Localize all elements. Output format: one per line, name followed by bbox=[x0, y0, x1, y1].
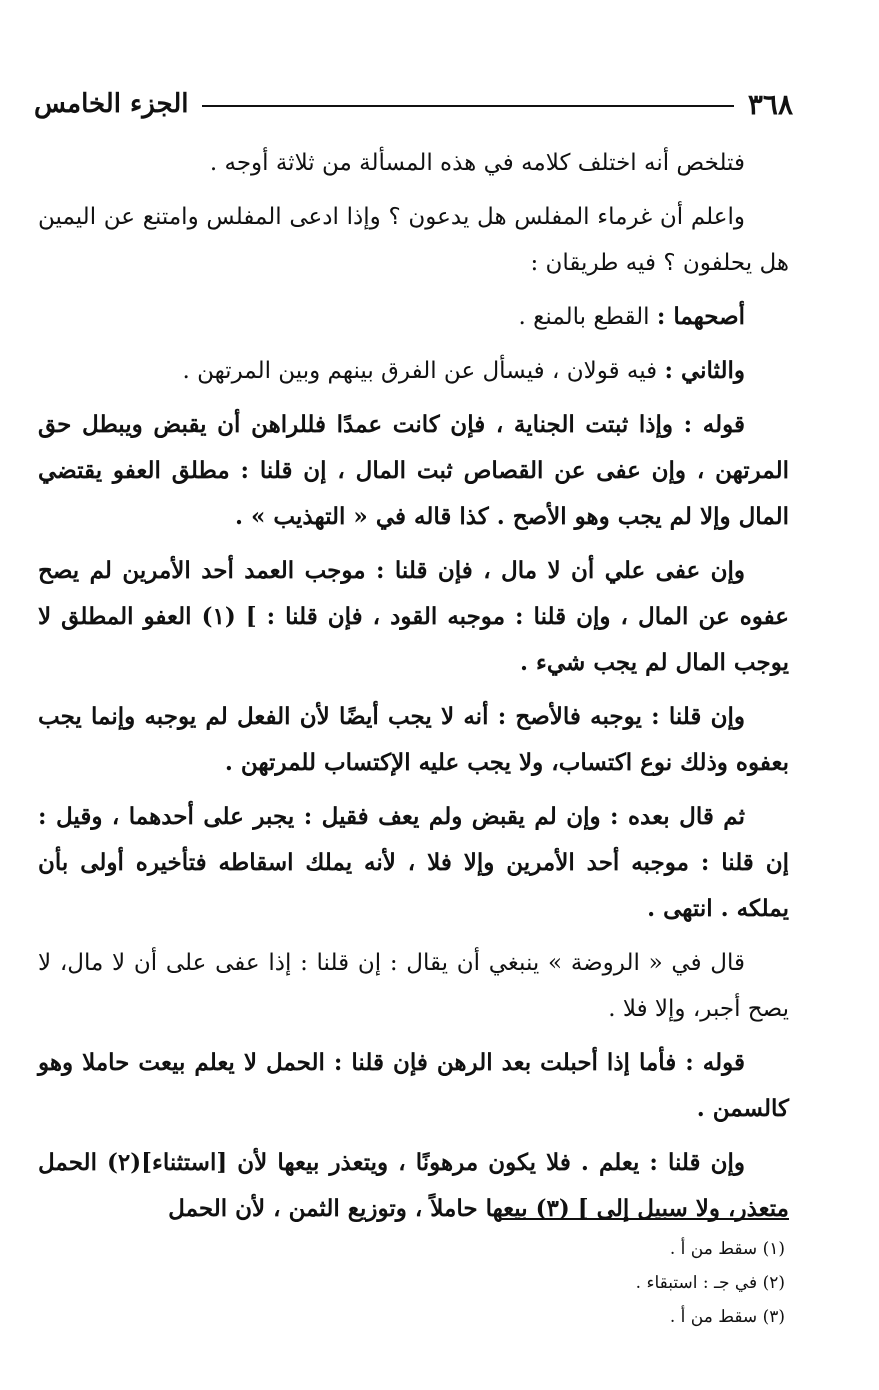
paragraph-text: وإن قلنا : يعلم . فلا يكون مرهونًا ، ويتعذر بيعها لأن [استثناء](٢) الحمل متعذر، ولا سبيل إلى ] (٣) بيعها حاملاً ، وتوزيع الثمن ، لأن الحمل bbox=[38, 1149, 789, 1222]
paragraph bbox=[38, 1040, 789, 1132]
paragraph bbox=[38, 548, 789, 686]
paragraph bbox=[38, 694, 789, 786]
page-number: ٣٦٨ bbox=[747, 87, 793, 121]
paragraph-lead: والثاني : bbox=[664, 357, 745, 384]
body-text bbox=[38, 140, 789, 1240]
paragraph-text: قوله : وإذا ثبتت الجناية ، فإن كانت عمدًا فللراهن أن يقبض ويبطل حق المرتهن ، وإن عفى عن القصاص ثبت المال ، إن قلنا : مطلق العفو يقتضي المال وإلا لم يجب وهو الأصح . كذا قاله في « التهذيب » . bbox=[38, 411, 789, 530]
paragraph-text: فتلخص أنه اختلف كلامه في هذه المسألة من ثلاثة أوجه . bbox=[209, 150, 745, 176]
paragraph-text: واعلم أن غرماء المفلس هل يدعون ؟ وإذا ادعى المفلس وامتنع عن اليمين هل يحلفون ؟ فيه طريقان : bbox=[38, 204, 789, 276]
paragraph-text: وإن قلنا : يوجبه فالأصح : أنه لا يجب أيضًا لأن الفعل لم يوجبه وإنما يجب بعفوه وذلك نوع اكتساب، ولا يجب عليه الإكتساب للمرتهن . bbox=[38, 703, 789, 776]
paragraph bbox=[38, 794, 789, 932]
paragraph bbox=[38, 348, 789, 394]
paragraph bbox=[38, 194, 789, 286]
footnote: (٢) في جـ : استبقاء . bbox=[635, 1273, 785, 1293]
running-title: الجزء الخامس bbox=[34, 89, 189, 119]
page-header bbox=[34, 84, 793, 124]
paragraph-text: وإن عفى علي أن لا مال ، فإن قلنا : موجب العمد أحد الأمرين لم يصح عفوه عن المال ، وإن قلنا : موجبه القود ، فإن قلنا : ] (١) العفو المطلق لا يوجب المال لم يجب شيء . bbox=[38, 557, 790, 676]
paragraph-text: قال في « الروضة » ينبغي أن يقال : إن قلنا : إذا عفى على أن لا مال، لا يصح أجبر، وإلا فلا . bbox=[38, 950, 789, 1022]
paragraph bbox=[38, 140, 789, 186]
header-rule bbox=[202, 105, 733, 107]
paragraph bbox=[38, 402, 789, 540]
paragraph bbox=[38, 940, 789, 1032]
paragraph-text: ثم قال بعده : وإن لم يقبض ولم يعف فقيل : يجبر على أحدهما ، وقيل : إن قلنا : موجبه أحد الأمرين وإلا فلا ، لأنه يملك اسقاطه فتأخيره أولى بأن يملكه . انتهى . bbox=[38, 803, 789, 922]
footnotes bbox=[38, 1232, 785, 1334]
paragraph-text: فيه قولان ، فيسأل عن الفرق بينهم وبين المرتهن . bbox=[182, 358, 665, 384]
paragraph-text: القطع بالمنع . bbox=[518, 304, 657, 330]
footnote: (٣) سقط من أ . bbox=[669, 1307, 785, 1327]
footnote: (١) سقط من أ . bbox=[669, 1239, 785, 1259]
paragraph-lead: أصحهما : bbox=[656, 303, 745, 330]
footnote-rule bbox=[499, 1218, 789, 1220]
paragraph-text: قوله : فأما إذا أحبلت بعد الرهن فإن قلنا : الحمل لا يعلم بيعت حاملا وهو كالسمن . bbox=[38, 1049, 789, 1122]
paragraph bbox=[38, 294, 789, 340]
